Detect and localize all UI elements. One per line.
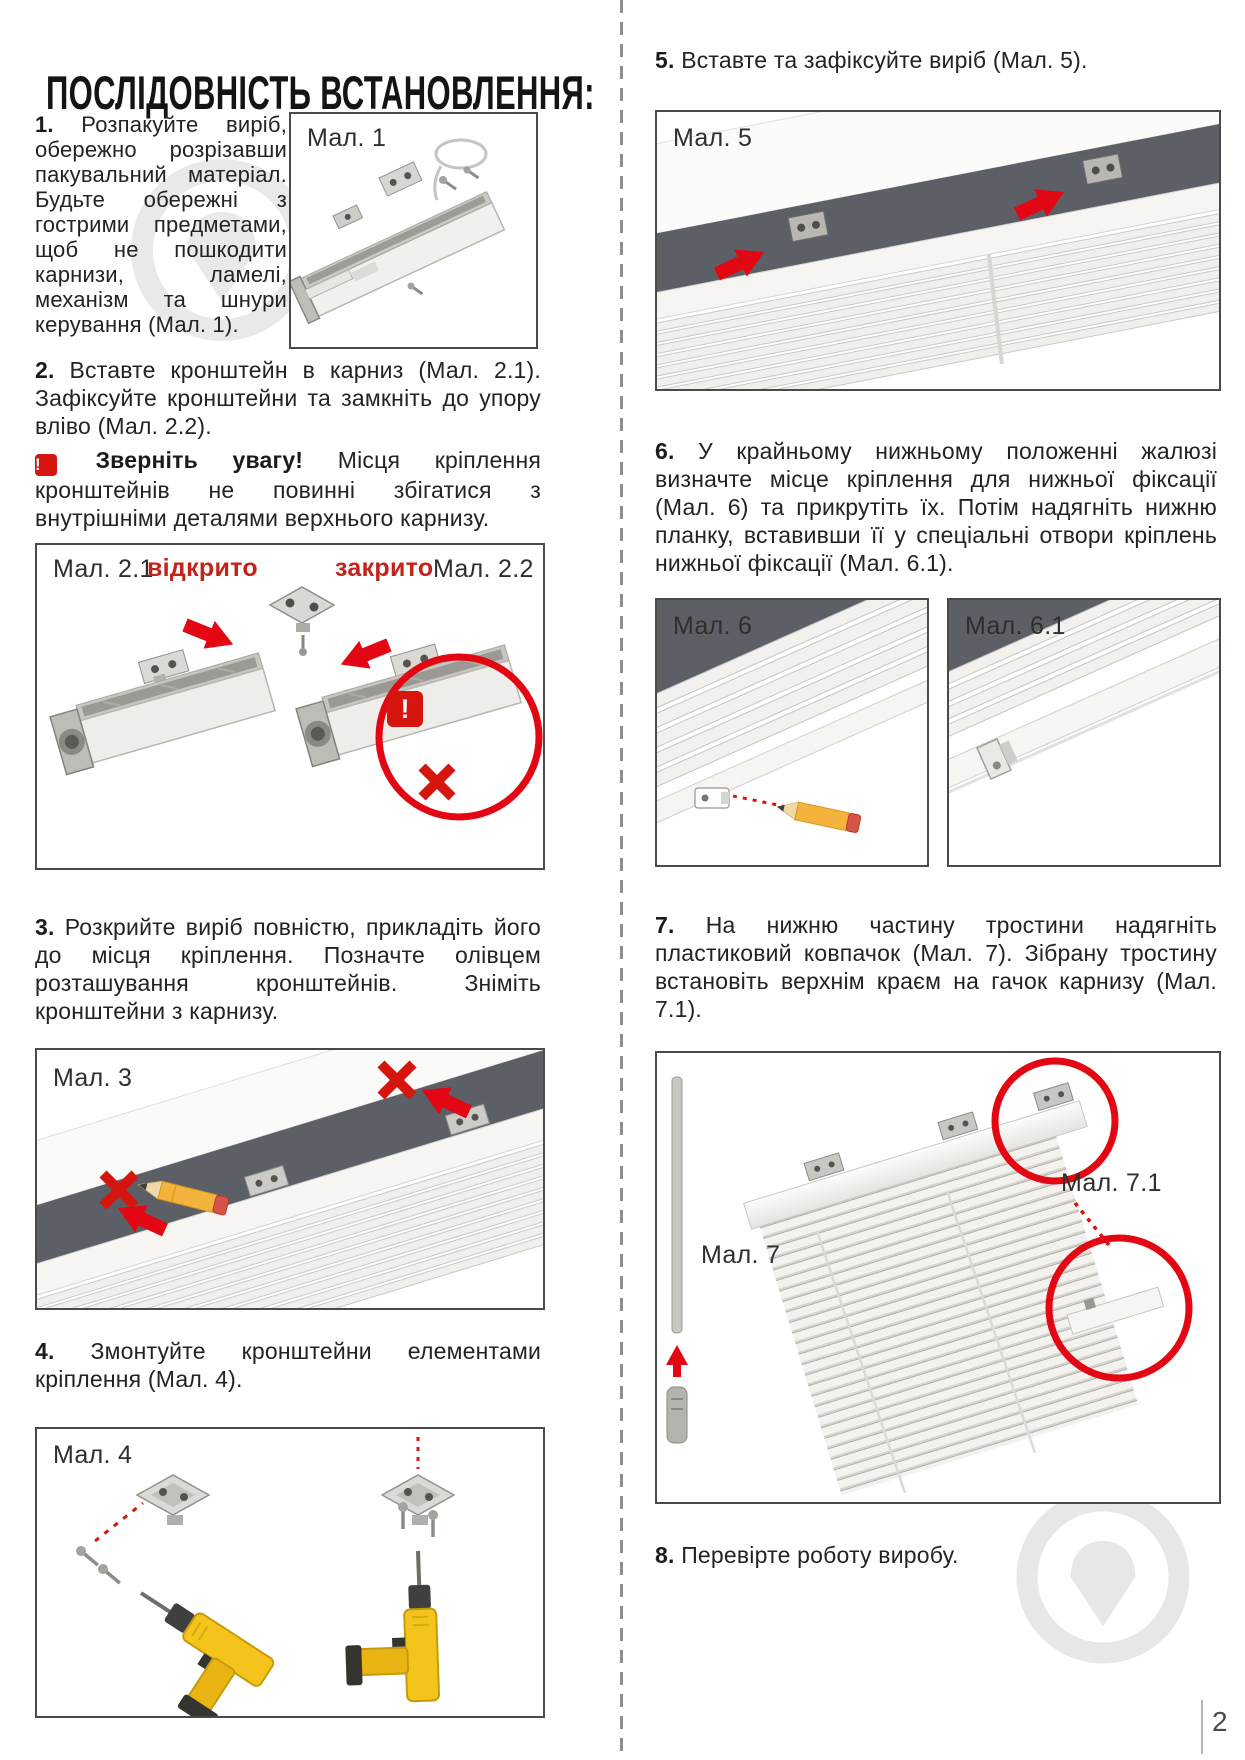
column-divider — [620, 0, 623, 1760]
step-1-number: 1. — [35, 112, 54, 137]
highlight-circle-icon — [995, 1061, 1115, 1181]
step-6 — [655, 437, 1217, 577]
wand-rod-icon — [672, 1077, 682, 1333]
step-7-text: На нижню частину тростини надягніть пластиковий ковпачок (Мал. 7). Зібрану тростину встановіть верхнім краєм на гачок карнизу (Мал. 7.1). — [655, 912, 1218, 1022]
step-7-number: 7. — [655, 912, 675, 938]
step-5-text: Вставте та зафіксуйте виріб (Мал. 5). — [681, 47, 1088, 73]
figure-7-illustration — [657, 1053, 1219, 1502]
figure-6 — [655, 598, 929, 867]
pencil-icon — [775, 798, 861, 833]
step-8 — [655, 1541, 1217, 1569]
figure-6-1 — [947, 598, 1221, 867]
figure-2-illustration — [37, 545, 543, 868]
step-2 — [35, 356, 541, 440]
step-8-text: Перевірте роботу виробу. — [681, 1542, 959, 1568]
screw-icon — [398, 1502, 408, 1529]
figure-2-2-label: Мал. 2.2 — [433, 555, 534, 583]
screw-icon — [406, 281, 424, 297]
step-1-text: Розпакуйте виріб, обережно розрізавши пакувальний матеріал. Будьте обережні з гострими предметами, щоб не пошкодити карнизи, ламелі, механізм та шнури керування (Мал. 1). — [35, 112, 288, 337]
screw-icon — [96, 1562, 123, 1587]
brand-watermark-icon — [1008, 1482, 1198, 1672]
bracket-icon — [137, 1475, 209, 1525]
step-3 — [35, 913, 541, 1025]
figure-4-illustration — [37, 1429, 543, 1716]
page-number-divider — [1201, 1700, 1203, 1754]
brackets-on-rail — [804, 1083, 1073, 1181]
fixing-bracket-icon — [695, 788, 729, 808]
plastic-cap-icon — [667, 1387, 687, 1443]
drill-icon — [342, 1550, 439, 1703]
bottom-rail-detail — [1064, 1279, 1163, 1335]
figure-5-illustration — [657, 112, 1219, 389]
state-closed-label: закрито — [335, 554, 434, 582]
step-5-number: 5. — [655, 47, 675, 73]
red-up-arrow-icon — [666, 1345, 688, 1377]
figure-7-1-label: Мал. 7.1 — [1061, 1169, 1162, 1197]
step-2-warning — [35, 446, 541, 532]
figure-5 — [655, 110, 1221, 391]
bracket-icon — [333, 205, 362, 229]
screw-icon — [437, 174, 458, 192]
warning-icon: ! — [35, 454, 57, 476]
figure-3-label: Мал. 3 — [53, 1064, 133, 1092]
cornice-rail-icon — [291, 190, 505, 323]
cord-icon — [817, 1231, 905, 1493]
state-open-label: відкрито — [147, 554, 258, 582]
red-arrow-icon — [179, 611, 238, 658]
step-7 — [655, 911, 1217, 1023]
step-4-number: 4. — [35, 1338, 55, 1364]
step-2-number: 2. — [35, 357, 55, 383]
cord-icon — [435, 140, 486, 200]
figure-3 — [35, 1048, 545, 1310]
figure-4-label: Мал. 4 — [53, 1441, 133, 1469]
bracket-icon — [379, 162, 422, 196]
cord-icon — [947, 1191, 1035, 1453]
step-4-text: Змонтуйте кронштейни елементами кріплення (Мал. 4). — [35, 1338, 541, 1392]
step-8-number: 8. — [655, 1542, 675, 1568]
step-5 — [655, 46, 1217, 74]
warning-label: Зверніть увагу! — [95, 447, 304, 473]
figure-7-label: Мал. 7 — [701, 1241, 781, 1269]
step-3-number: 3. — [35, 914, 55, 940]
figure-1 — [289, 112, 538, 349]
bracket-icon — [270, 587, 334, 656]
page-title: ПОСЛІДОВНІСТЬ ВСТАНОВЛЕННЯ: — [46, 66, 595, 120]
guide-dashed-line — [95, 1503, 143, 1541]
figure-2 — [35, 543, 545, 870]
red-arrow-icon — [335, 631, 394, 678]
step-3-text: Розкрийте виріб повністю, прикладіть його до місця кріплення. Позначте олівцем розташування кронштейнів. Зніміть кронштейни з карнизу. — [35, 914, 541, 1024]
guide-dashed-line — [733, 796, 783, 806]
step-1 — [35, 112, 287, 337]
figure-2-1-label: Мал. 2.1 — [53, 555, 154, 583]
step-2-text: Вставте кронштейн в карниз (Мал. 2.1). Зафіксуйте кронштейни та замкніть до упору вліво (Мал. 2.2). — [35, 357, 541, 439]
screw-icon — [74, 1544, 101, 1569]
figure-4 — [35, 1427, 545, 1718]
screw-icon — [428, 1510, 438, 1537]
warning-text: Місця кріплення кронштейнів не повинні збігатися з внутрішніми деталями верхнього карнизу. — [35, 447, 542, 531]
step-6-number: 6. — [655, 438, 675, 464]
page-number: 2 — [1212, 1706, 1228, 1737]
step-6-text: У крайньому нижньому положенні жалюзі визначте місце кріплення для нижньої фіксації (Мал. 6) та прикрутіть їх. Потім надягніть нижню планку, вставивши її у спеціальні отвори кріплень нижньої фіксації (Мал. 6.1). — [655, 438, 1217, 576]
figure-5-label: Мал. 5 — [673, 124, 753, 152]
step-4 — [35, 1337, 541, 1393]
figure-6-1-label: Мал. 6.1 — [965, 612, 1066, 640]
figure-1-label: Мал. 1 — [307, 124, 387, 152]
cross-mark-icon — [422, 767, 452, 797]
cornice-open-icon — [42, 630, 276, 775]
alert-badge: ! — [387, 691, 423, 727]
figure-6-label: Мал. 6 — [673, 612, 753, 640]
bracket-icon — [382, 1475, 454, 1525]
drill-icon — [100, 1580, 276, 1716]
figure-7 — [655, 1051, 1221, 1504]
